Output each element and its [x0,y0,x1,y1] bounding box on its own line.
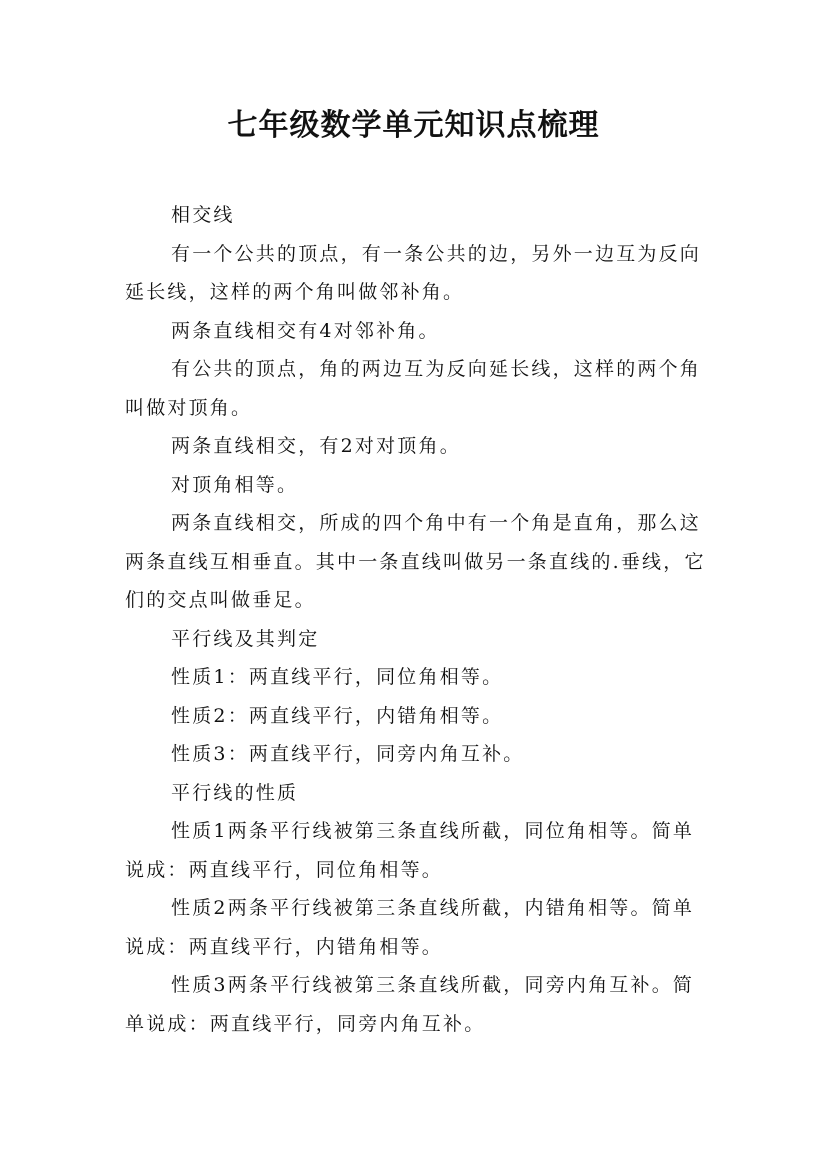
paragraph-heading-parallel-criteria: 平行线及其判定 [171,627,320,650]
paragraph-criterion-3: 性质3：两直线平行，同旁内角互补。 [171,743,525,765]
paragraph-heading-parallel-properties: 平行线的性质 [171,781,299,804]
paragraph-perpendicular-definition: 两条直线相交，所成的四个角中有一个角是直角，那么这两条直线互相垂直。其中一条直线叫做另一条直线的.垂线，它们的交点叫做垂足。 [125,512,706,611]
paragraph-heading-intersecting-lines: 相交线 [171,204,235,226]
paragraph-vertical-angles-equal: 对顶角相等。 [171,473,299,496]
paragraph-adjacent-supplementary-definition: 有一个公共的顶点，有一条公共的边，另外一边互为反向延长线，这样的两个角叫做邻补角。 [125,242,702,303]
paragraph-property-1: 性质1两条平行线被第三条直线所截，同位角相等。简单说成：两直线平行，同位角相等。 [125,820,695,881]
paragraph-criterion-2: 性质2：两直线平行，内错角相等。 [171,704,504,727]
paragraph-adjacent-supplementary-count: 两条直线相交有4对邻补角。 [171,319,440,342]
document-title: 七年级数学单元知识点梳理 [227,108,600,143]
paragraph-criterion-1: 性质1：两直线平行，同位角相等。 [171,666,504,688]
paragraph-vertical-angles-definition: 有公共的顶点，角的两边互为反向延长线，这样的两个角叫做对顶角。 [125,358,702,419]
document-body [125,196,715,1043]
paragraph-property-2: 性质2两条平行线被第三条直线所截，内错角相等。简单说成：两直线平行，内错角相等。 [125,897,695,958]
paragraph-vertical-angles-count: 两条直线相交，有2对对顶角。 [171,435,461,457]
paragraph-property-3: 性质3两条平行线被第三条直线所截，同旁内角互补。简单说成：两直线平行，同旁内角互补。 [125,974,695,1035]
